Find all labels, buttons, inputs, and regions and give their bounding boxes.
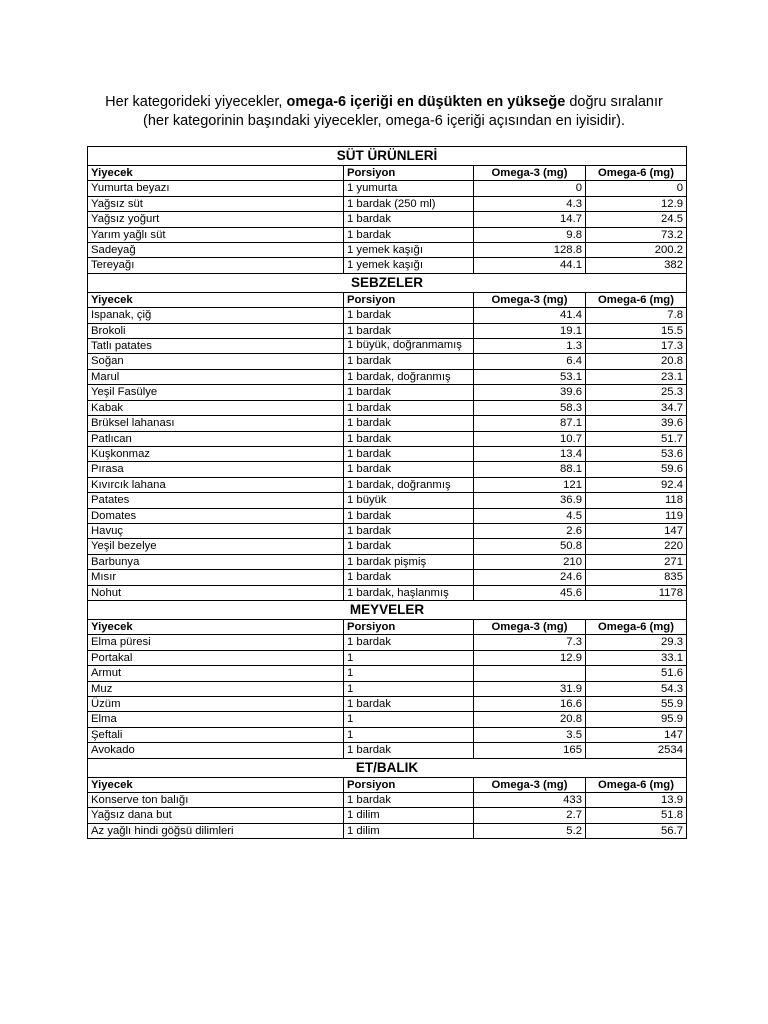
food-cell: Havuç <box>88 523 344 538</box>
portion-cell: 1 bardak, doğranmış <box>344 477 474 492</box>
omega6-cell: 56.7 <box>586 823 687 838</box>
omega6-cell: 147 <box>586 727 687 742</box>
portion-cell: 1 <box>344 650 474 665</box>
header-food: Yiyecek <box>88 166 344 181</box>
table-row <box>88 554 687 569</box>
portion-cell: 1 bardak <box>344 793 474 808</box>
omega3-cell: 1.3 <box>474 339 586 354</box>
portion-cell: 1 bardak <box>344 400 474 415</box>
food-cell: Patlıcan <box>88 431 344 446</box>
portion-cell: 1 <box>344 681 474 696</box>
omega3-cell: 9.8 <box>474 227 586 242</box>
food-cell: Elma püresi <box>88 635 344 650</box>
intro-line-1 <box>0 93 768 112</box>
table-row <box>88 712 687 727</box>
omega3-cell: 2.7 <box>474 808 586 823</box>
omega3-cell: 53.1 <box>474 369 586 384</box>
omega3-cell: 14.7 <box>474 212 586 227</box>
food-cell: Kıvırcık lahana <box>88 477 344 492</box>
table-row <box>88 243 687 258</box>
omega3-cell: 13.4 <box>474 446 586 461</box>
food-cell: Barbunya <box>88 554 344 569</box>
omega3-cell: 7.3 <box>474 635 586 650</box>
food-cell: Kabak <box>88 400 344 415</box>
portion-cell: 1 yumurta <box>344 181 474 196</box>
portion-cell: 1 bardak <box>344 308 474 323</box>
portion-cell: 1 bardak <box>344 354 474 369</box>
portion-cell: 1 büyük, doğranmamış <box>344 339 474 354</box>
table-row <box>88 585 687 600</box>
omega3-cell: 10.7 <box>474 431 586 446</box>
food-cell: Yumurta beyazı <box>88 181 344 196</box>
header-portion: Porsiyon <box>344 777 474 792</box>
omega3-cell: 12.9 <box>474 650 586 665</box>
table-row <box>88 697 687 712</box>
portion-cell: 1 bardak <box>344 431 474 446</box>
nutrition-table <box>87 146 687 839</box>
omega6-cell: 15.5 <box>586 323 687 338</box>
table-row <box>88 650 687 665</box>
food-cell: Yarım yağlı süt <box>88 227 344 242</box>
table-row <box>88 212 687 227</box>
table-row <box>88 354 687 369</box>
header-portion: Porsiyon <box>344 619 474 634</box>
portion-cell: 1 bardak <box>344 323 474 338</box>
portion-cell: 1 bardak, doğranmış <box>344 369 474 384</box>
omega3-cell: 165 <box>474 743 586 758</box>
section-title: ET/BALIK <box>88 758 687 777</box>
header-omega6: Omega-6 (mg) <box>586 292 687 307</box>
portion-cell: 1 yemek kaşığı <box>344 243 474 258</box>
omega6-cell: 200.2 <box>586 243 687 258</box>
table-row <box>88 431 687 446</box>
omega6-cell: 118 <box>586 493 687 508</box>
omega6-cell: 33.1 <box>586 650 687 665</box>
table-row <box>88 823 687 838</box>
food-cell: Portakal <box>88 650 344 665</box>
omega3-cell: 41.4 <box>474 308 586 323</box>
table-row <box>88 493 687 508</box>
omega6-cell: 23.1 <box>586 369 687 384</box>
portion-cell: 1 bardak <box>344 743 474 758</box>
portion-cell: 1 yemek kaşığı <box>344 258 474 273</box>
omega6-cell: 51.8 <box>586 808 687 823</box>
table-row <box>88 416 687 431</box>
food-cell: Yeşil bezelye <box>88 539 344 554</box>
food-cell: Yeşil Fasülye <box>88 385 344 400</box>
omega3-cell: 4.5 <box>474 508 586 523</box>
section-title-row <box>88 273 687 292</box>
omega6-cell: 119 <box>586 508 687 523</box>
portion-cell: 1 bardak (250 ml) <box>344 196 474 211</box>
header-omega3: Omega-3 (mg) <box>474 292 586 307</box>
portion-cell: 1 dilim <box>344 823 474 838</box>
omega6-cell: 271 <box>586 554 687 569</box>
column-header-row <box>88 292 687 307</box>
food-cell: Armut <box>88 666 344 681</box>
header-omega3: Omega-3 (mg) <box>474 166 586 181</box>
table-row <box>88 539 687 554</box>
intro-line-2: (her kategorinin başındaki yiyecekler, omega-6 içeriği açısından en iyisidir). <box>143 113 625 129</box>
food-cell: Yağsız dana but <box>88 808 344 823</box>
table-row <box>88 635 687 650</box>
portion-cell: 1 bardak <box>344 212 474 227</box>
omega3-cell: 433 <box>474 793 586 808</box>
portion-cell: 1 bardak <box>344 508 474 523</box>
intro-text <box>0 93 768 131</box>
omega6-cell: 54.3 <box>586 681 687 696</box>
food-cell: Tatlı patates <box>88 339 344 354</box>
omega3-cell: 88.1 <box>474 462 586 477</box>
section-title: SÜT ÜRÜNLERİ <box>88 147 687 166</box>
omega6-cell: 51.6 <box>586 666 687 681</box>
omega3-cell: 20.8 <box>474 712 586 727</box>
table-row <box>88 570 687 585</box>
omega6-cell: 92.4 <box>586 477 687 492</box>
header-omega3: Omega-3 (mg) <box>474 619 586 634</box>
nutrition-table-body <box>88 147 687 839</box>
column-header-row <box>88 166 687 181</box>
section-title-row <box>88 600 687 619</box>
omega6-cell: 24.5 <box>586 212 687 227</box>
food-cell: Yağsız süt <box>88 196 344 211</box>
intro-line-1-bold: omega-6 içeriği en düşükten en yükseğe <box>286 94 566 110</box>
omega6-cell: 382 <box>586 258 687 273</box>
food-cell: Kuşkonmaz <box>88 446 344 461</box>
food-cell: Muz <box>88 681 344 696</box>
omega6-cell: 55.9 <box>586 697 687 712</box>
omega6-cell: 2534 <box>586 743 687 758</box>
omega6-cell: 39.6 <box>586 416 687 431</box>
table-row <box>88 727 687 742</box>
section-title-row <box>88 147 687 166</box>
portion-cell: 1 <box>344 666 474 681</box>
portion-cell: 1 bardak pişmiş <box>344 554 474 569</box>
omega3-cell: 44.1 <box>474 258 586 273</box>
table-row <box>88 808 687 823</box>
food-cell: Sadeyağ <box>88 243 344 258</box>
portion-cell: 1 bardak <box>344 385 474 400</box>
table-row <box>88 462 687 477</box>
omega6-cell: 1178 <box>586 585 687 600</box>
header-food: Yiyecek <box>88 777 344 792</box>
table-row <box>88 385 687 400</box>
food-cell: Az yağlı hindi göğsü dilimleri <box>88 823 344 838</box>
omega3-cell: 210 <box>474 554 586 569</box>
omega3-cell: 6.4 <box>474 354 586 369</box>
table-row <box>88 323 687 338</box>
food-cell: Patates <box>88 493 344 508</box>
food-cell: Avokado <box>88 743 344 758</box>
omega6-cell: 20.8 <box>586 354 687 369</box>
food-cell: Elma <box>88 712 344 727</box>
omega3-cell: 5.2 <box>474 823 586 838</box>
portion-cell: 1 dilim <box>344 808 474 823</box>
food-cell: Pırasa <box>88 462 344 477</box>
omega3-cell: 128.8 <box>474 243 586 258</box>
omega6-cell: 73.2 <box>586 227 687 242</box>
omega6-cell: 53.6 <box>586 446 687 461</box>
food-cell: Brüksel lahanası <box>88 416 344 431</box>
table-row <box>88 681 687 696</box>
portion-cell: 1 bardak <box>344 570 474 585</box>
omega6-cell: 0 <box>586 181 687 196</box>
header-omega6: Omega-6 (mg) <box>586 166 687 181</box>
food-cell: Marul <box>88 369 344 384</box>
section-title-row <box>88 758 687 777</box>
section-title: MEYVELER <box>88 600 687 619</box>
omega6-cell: 59.6 <box>586 462 687 477</box>
column-header-row <box>88 619 687 634</box>
food-cell: Tereyağı <box>88 258 344 273</box>
omega3-cell: 31.9 <box>474 681 586 696</box>
food-cell: Konserve ton balığı <box>88 793 344 808</box>
omega6-cell: 7.8 <box>586 308 687 323</box>
omega6-cell: 17.3 <box>586 339 687 354</box>
portion-cell: 1 <box>344 712 474 727</box>
table-row <box>88 258 687 273</box>
omega3-cell: 19.1 <box>474 323 586 338</box>
header-food: Yiyecek <box>88 619 344 634</box>
portion-cell: 1 bardak <box>344 697 474 712</box>
food-cell: Nohut <box>88 585 344 600</box>
column-header-row <box>88 777 687 792</box>
omega6-cell: 25.3 <box>586 385 687 400</box>
header-portion: Porsiyon <box>344 292 474 307</box>
food-cell: Şeftali <box>88 727 344 742</box>
omega6-cell: 51.7 <box>586 431 687 446</box>
portion-cell: 1 bardak <box>344 539 474 554</box>
table-row <box>88 446 687 461</box>
portion-cell: 1 <box>344 727 474 742</box>
header-portion: Porsiyon <box>344 166 474 181</box>
food-cell: Yağsız yoğurt <box>88 212 344 227</box>
omega3-cell: 121 <box>474 477 586 492</box>
food-cell: Domates <box>88 508 344 523</box>
omega3-cell: 87.1 <box>474 416 586 431</box>
omega6-cell: 29.3 <box>586 635 687 650</box>
omega6-cell: 95.9 <box>586 712 687 727</box>
omega3-cell: 58.3 <box>474 400 586 415</box>
intro-line-1-start: Her kategorideki yiyecekler, <box>105 94 287 110</box>
food-cell: Ispanak, çiğ <box>88 308 344 323</box>
food-cell: Mısır <box>88 570 344 585</box>
omega6-cell: 34.7 <box>586 400 687 415</box>
portion-cell: 1 bardak <box>344 462 474 477</box>
table-row <box>88 181 687 196</box>
intro-line-1-end: doğru sıralanır <box>565 94 663 110</box>
portion-cell: 1 bardak, haşlanmış <box>344 585 474 600</box>
table-row <box>88 339 687 354</box>
table-row <box>88 308 687 323</box>
omega3-cell: 45.6 <box>474 585 586 600</box>
header-omega3: Omega-3 (mg) <box>474 777 586 792</box>
section-title: SEBZELER <box>88 273 687 292</box>
table-row <box>88 508 687 523</box>
table-row <box>88 743 687 758</box>
table-row <box>88 666 687 681</box>
portion-cell: 1 bardak <box>344 416 474 431</box>
omega3-cell: 3.5 <box>474 727 586 742</box>
header-omega6: Omega-6 (mg) <box>586 619 687 634</box>
portion-cell: 1 bardak <box>344 523 474 538</box>
portion-cell: 1 büyük <box>344 493 474 508</box>
omega3-cell: 39.6 <box>474 385 586 400</box>
portion-cell: 1 bardak <box>344 227 474 242</box>
omega6-cell: 220 <box>586 539 687 554</box>
omega6-cell: 147 <box>586 523 687 538</box>
header-food: Yiyecek <box>88 292 344 307</box>
omega3-cell <box>474 666 586 681</box>
omega3-cell: 24.6 <box>474 570 586 585</box>
header-omega6: Omega-6 (mg) <box>586 777 687 792</box>
omega3-cell: 2.6 <box>474 523 586 538</box>
table-row <box>88 227 687 242</box>
food-cell: Brokoli <box>88 323 344 338</box>
table-row <box>88 477 687 492</box>
table-row <box>88 196 687 211</box>
omega3-cell: 36.9 <box>474 493 586 508</box>
omega3-cell: 16.6 <box>474 697 586 712</box>
omega6-cell: 835 <box>586 570 687 585</box>
table-row <box>88 400 687 415</box>
omega3-cell: 4.3 <box>474 196 586 211</box>
table-row <box>88 523 687 538</box>
food-cell: Üzüm <box>88 697 344 712</box>
omega6-cell: 13.9 <box>586 793 687 808</box>
portion-cell: 1 bardak <box>344 635 474 650</box>
food-cell: Soğan <box>88 354 344 369</box>
table-row <box>88 369 687 384</box>
omega3-cell: 0 <box>474 181 586 196</box>
omega3-cell: 50.8 <box>474 539 586 554</box>
omega6-cell: 12.9 <box>586 196 687 211</box>
table-row <box>88 793 687 808</box>
portion-cell: 1 bardak <box>344 446 474 461</box>
